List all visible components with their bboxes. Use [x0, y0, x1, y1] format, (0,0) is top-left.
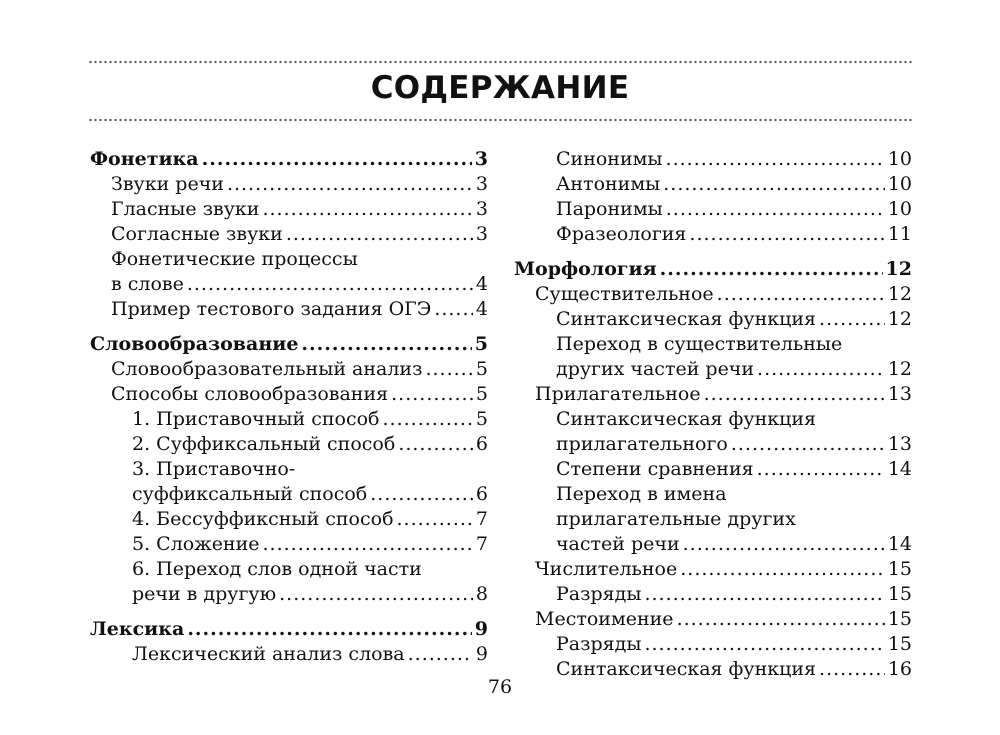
toc-entry-text-line: 3. Приставочно-: [132, 458, 296, 480]
toc-page-number: 6: [475, 483, 488, 505]
toc-entry-text: 1. Приставочный способ: [132, 408, 380, 430]
toc-page-number: 5: [475, 383, 488, 405]
dot-leader: [757, 357, 885, 382]
toc-entry-text: Степени сравнения: [556, 458, 754, 480]
toc-page-number: 8: [475, 583, 488, 605]
dot-leader: [644, 632, 884, 657]
toc-entry-perehod-slov[interactable]: [90, 557, 488, 607]
dot-leader: [717, 282, 885, 307]
dot-leader: [704, 382, 885, 407]
dot-leader: [383, 407, 473, 432]
toc-page-number: 10: [887, 198, 912, 220]
toc-page-number: 13: [887, 433, 912, 455]
dot-leader: [666, 147, 885, 172]
toc-entry-text: Словообразование: [90, 333, 299, 355]
toc-entry-zvuki-rechi[interactable]: [90, 172, 488, 197]
toc-entry-chislitelnoe[interactable]: [514, 557, 912, 582]
toc-page-number: 11: [887, 223, 912, 245]
dot-leader: [757, 457, 885, 482]
dot-leader: [279, 582, 473, 607]
toc-entry-sushchestvitelnoe[interactable]: [514, 282, 912, 307]
toc-page-number: 9: [475, 643, 488, 665]
toc-entry-foneticheskie-processy[interactable]: [90, 247, 488, 297]
dot-leader: [286, 222, 473, 247]
dot-leader: [408, 642, 473, 667]
toc-page-number: 15: [887, 633, 912, 655]
toc-entry-leksicheskij-analiz[interactable]: [90, 642, 488, 667]
dot-leader: [202, 147, 472, 172]
toc-entry-sinonimy[interactable]: [514, 147, 912, 172]
toc-entry-text: Синтаксическая функция: [556, 308, 817, 330]
toc-entry-text: 5. Сложение: [132, 533, 260, 555]
toc-page-number: 15: [887, 558, 912, 580]
toc-entry-bessuffiksnyj-sposob[interactable]: [90, 507, 488, 532]
toc-entry-text: Словообразовательный анализ: [111, 358, 423, 380]
toc-entry-text: Числительное: [535, 558, 678, 580]
toc-entry-text: Способы словообразования: [111, 383, 389, 405]
dot-leader: [683, 532, 885, 557]
toc-entry-antonimy[interactable]: [514, 172, 912, 197]
toc-entry-text: частей речи: [556, 533, 680, 555]
dot-leader: [644, 582, 884, 607]
toc-entry-text: Существительное: [535, 283, 714, 305]
toc-entry-text: Согласные звуки: [111, 223, 283, 245]
toc-page-number: 3: [475, 173, 488, 195]
toc-entry-text: 2. Суффиксальный способ: [132, 433, 396, 455]
toc-entry-text-line: Переход в существительные: [556, 333, 843, 355]
toc-entry-razryady-mestoimenie[interactable]: [514, 632, 912, 657]
toc-entry-sposoby-slovoobrazovaniya[interactable]: [90, 382, 488, 407]
toc-entry-text: Гласные звуки: [111, 198, 260, 220]
toc-page-number: 9: [474, 618, 488, 640]
toc-page-number: 16: [887, 658, 912, 680]
toc-entry-stepeni-sravneniya[interactable]: [514, 457, 912, 482]
toc-entry-glasnye-zvuki[interactable]: [90, 197, 488, 222]
page-number: 76: [487, 676, 513, 698]
toc-entry-perehod-v-imena-prilagatelnye[interactable]: [514, 482, 912, 557]
toc-entry-primer-testovogo-zadaniya[interactable]: [90, 297, 488, 322]
dot-leader: [689, 222, 884, 247]
dot-leader: [434, 297, 473, 322]
toc-entry-text-line: прилагательные других: [556, 508, 796, 530]
toc-entry-text: Лексический анализ слова: [132, 643, 405, 665]
toc-entry-razryady-chislitelnoe[interactable]: [514, 582, 912, 607]
toc-page-number: 3: [475, 198, 488, 220]
toc-entry-text: Пример тестового задания ОГЭ: [111, 298, 432, 320]
toc-page-number: 5: [475, 408, 488, 430]
toc-entry-slozhenie[interactable]: [90, 532, 488, 557]
toc-entry-text: 4. Бессуффиксный способ: [132, 508, 394, 530]
dot-leader: [391, 382, 473, 407]
dot-leader: [187, 617, 471, 642]
toc-left-column: [90, 147, 488, 667]
dot-leader: [666, 197, 885, 222]
toc-right-column: [514, 147, 912, 682]
toc-page-number: 5: [474, 333, 488, 355]
toc-entry-text: Антонимы: [556, 173, 661, 195]
dot-leader: [262, 197, 472, 222]
toc-entry-text: в слове: [111, 273, 184, 295]
toc-entry-prilagatelnoe[interactable]: [514, 382, 912, 407]
toc-entry-text: Фонетика: [90, 148, 199, 170]
dot-leader: [263, 532, 473, 557]
toc-entry-text: Паронимы: [556, 198, 663, 220]
toc-entry-perehod-v-sushchestvitelnye[interactable]: [514, 332, 912, 382]
toc-page-number: 10: [887, 148, 912, 170]
toc-page-number: 5: [475, 358, 488, 380]
toc-entry-text-line: Фонетические процессы: [111, 248, 358, 270]
toc-entry-sintaksicheskaya-funkciya-pril[interactable]: [514, 407, 912, 457]
toc-page-number: 14: [887, 458, 912, 480]
toc-entry-text-line: Переход в имена: [556, 483, 727, 505]
toc-entry-text: речи в другую: [132, 583, 277, 605]
dot-leader: [663, 172, 885, 197]
dot-leader: [301, 332, 471, 357]
dot-leader: [660, 257, 883, 282]
toc-entry-pristavochno-suffiksalnyj-sposob[interactable]: [90, 457, 488, 507]
toc-page-number: 6: [475, 433, 488, 455]
toc-page-number: 12: [887, 358, 912, 380]
toc-entry-text: Местоимение: [535, 608, 674, 630]
toc-entry-sintaksicheskaya-funkciya-sushch[interactable]: [514, 307, 912, 332]
toc-entry-text: Морфология: [514, 258, 657, 280]
toc-entry-frazeologiya[interactable]: [514, 222, 912, 247]
toc-entry-text: Фразеология: [556, 223, 687, 245]
toc-page-number: 3: [474, 148, 488, 170]
dot-leader: [187, 272, 473, 297]
dot-leader: [227, 172, 473, 197]
toc-entry-mestoimenie[interactable]: [514, 607, 912, 632]
toc-entry-text: Лексика: [90, 618, 185, 640]
toc-entry-suffiksalnyj-sposob[interactable]: [90, 432, 488, 457]
toc-entry-text: прилагательного: [556, 433, 728, 455]
toc-entry-slovoobrazovanie[interactable]: [90, 332, 488, 357]
toc-entry-text-line: Синтаксическая функция: [556, 408, 817, 430]
toc-entry-soglasnye-zvuki[interactable]: [90, 222, 488, 247]
toc-entry-slovoobrazovatelnyj-analiz[interactable]: [90, 357, 488, 382]
toc-entry-leksika[interactable]: [90, 617, 488, 642]
toc-page-number: 12: [887, 283, 912, 305]
toc-page-number: 10: [887, 173, 912, 195]
page-title: СОДЕРЖАНИЕ: [370, 70, 630, 106]
toc-page-number: 13: [887, 383, 912, 405]
toc-page-number: 7: [475, 533, 488, 555]
toc-entry-text: Синтаксическая функция: [556, 658, 817, 680]
toc-entry-paronimy[interactable]: [514, 197, 912, 222]
toc-entry-fonetika[interactable]: [90, 147, 488, 172]
toc-page-number: 7: [475, 508, 488, 530]
dot-leader: [677, 607, 885, 632]
dot-leader: [398, 432, 473, 457]
toc-page-number: 15: [887, 608, 912, 630]
toc-page-number: 14: [887, 533, 912, 555]
toc-page-number: 12: [887, 308, 912, 330]
dot-leader: [370, 482, 473, 507]
dot-leader: [397, 507, 473, 532]
bottom-ornamental-border: [88, 118, 912, 125]
toc-page-number: 3: [475, 223, 488, 245]
toc-entry-text: суффиксальный способ: [132, 483, 368, 505]
toc-entry-text: других частей речи: [556, 358, 755, 380]
dot-leader: [425, 357, 472, 382]
toc-entry-text: Звуки речи: [111, 173, 224, 195]
dot-leader: [680, 557, 885, 582]
toc-entry-pristavochnyj-sposob[interactable]: [90, 407, 488, 432]
toc-page-number: 12: [885, 258, 912, 280]
toc-entry-morfologiya[interactable]: [514, 257, 912, 282]
toc-page-number: 15: [887, 583, 912, 605]
dot-leader: [731, 432, 885, 457]
toc-entry-text: Разряды: [556, 583, 642, 605]
toc-page-number: 4: [475, 273, 488, 295]
toc-entry-text-line: 6. Переход слов одной части: [132, 558, 422, 580]
top-ornamental-border: [88, 60, 912, 67]
toc-entry-text: Прилагательное: [535, 383, 701, 405]
dot-leader: [819, 307, 885, 332]
toc-entry-text: Синонимы: [556, 148, 663, 170]
toc-entry-text: Разряды: [556, 633, 642, 655]
toc-page-number: 4: [475, 298, 488, 320]
